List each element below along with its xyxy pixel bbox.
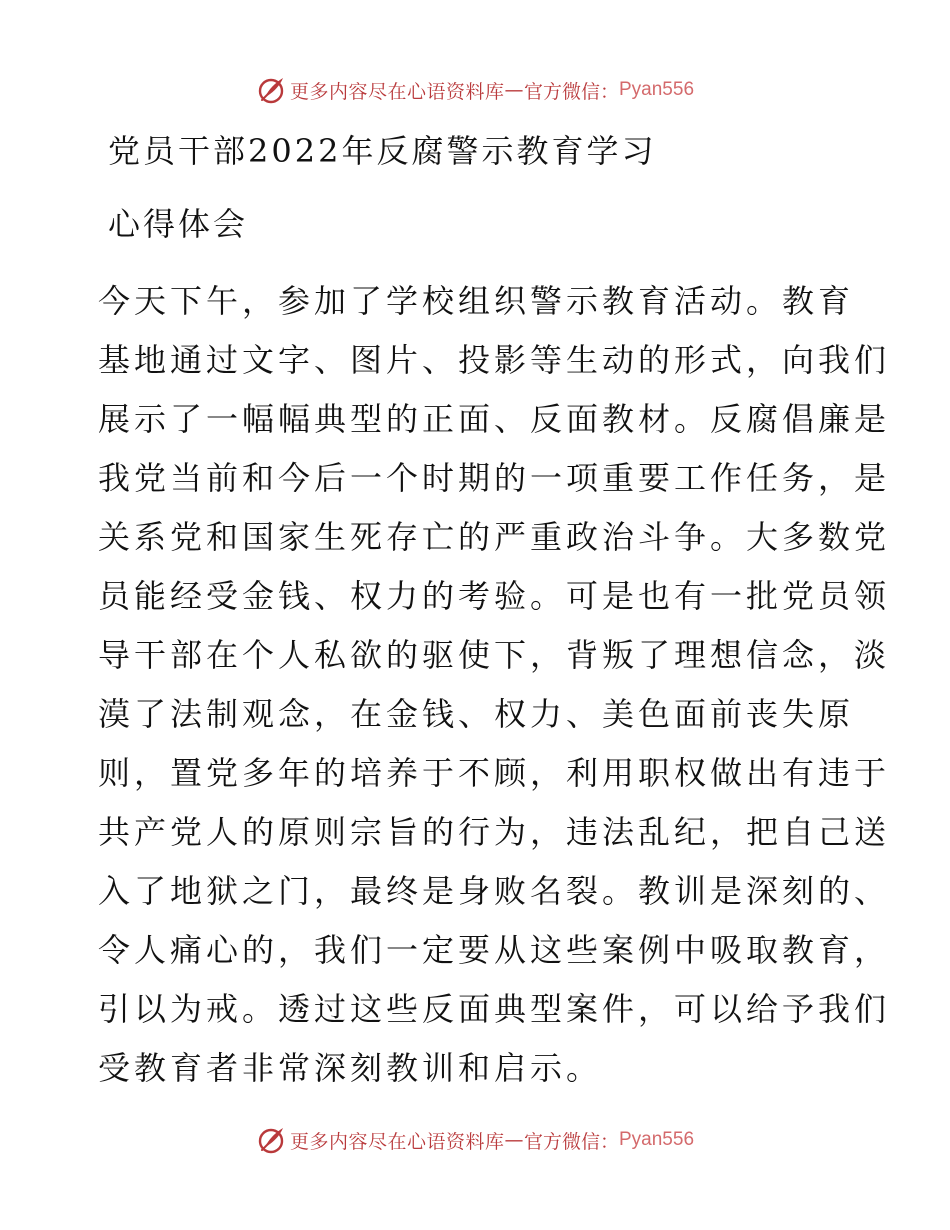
banner-wechat-id: Pyan556 — [619, 79, 695, 100]
paragraph-line: 入了地狱之门，最终是身败名裂。教训是深刻的、 — [98, 872, 891, 910]
paragraph-line: 我党当前和今后一个时期的一项重要工作任务，是 — [98, 459, 891, 497]
paragraph-line: 引以为戒。透过这些反面典型案件，可以给予我们 — [98, 990, 891, 1028]
document-title: 党员干部2022年反腐警示教育学习 — [108, 132, 657, 170]
paragraph-line: 关系党和国家生死存亡的严重政治斗争。大多数党 — [98, 518, 891, 556]
paragraph-line: 导干部在个人私欲的驱使下，背叛了理想信念，淡 — [98, 636, 891, 674]
feather-quill-logo-icon — [256, 75, 286, 105]
banner-wechat-label: 官方微信： — [523, 1130, 619, 1153]
paragraph-line: 展示了一幅幅典型的正面、反面教材。反腐倡廉是 — [98, 400, 891, 438]
paragraph-line: 基地通过文字、图片、投影等生动的形式，向我们 — [98, 341, 891, 379]
banner-wechat-label: 官方微信： — [523, 80, 619, 103]
paragraph-line: 共产党人的原则宗旨的行为，违法乱纪，把自己送 — [98, 813, 891, 851]
paragraph-line: 员能经受金钱、权力的考验。可是也有一批党员领 — [98, 577, 891, 615]
paragraph-line: 受教育者非常深刻教训和启示。 — [98, 1049, 603, 1087]
paragraph-line: 今天下午，参加了学校组织警示教育活动。教育 — [98, 282, 855, 320]
feather-quill-logo-icon — [256, 1125, 286, 1155]
document-subtitle: 心得体会 — [108, 205, 249, 243]
header-watermark-banner — [0, 72, 950, 108]
paragraph-line: 令人痛心的，我们一定要从这些案例中吸取教育， — [98, 931, 891, 969]
banner-separator: — — [504, 1129, 524, 1151]
banner-promo-text: 更多内容尽在心语资料库 — [289, 1130, 505, 1153]
footer-watermark-banner — [0, 1122, 950, 1158]
banner-wechat-id: Pyan556 — [619, 1129, 695, 1150]
banner-separator: — — [504, 79, 524, 101]
banner-promo-text: 更多内容尽在心语资料库 — [289, 80, 505, 103]
paragraph-line: 漠了法制观念，在金钱、权力、美色面前丧失原 — [98, 695, 855, 733]
body-paragraph — [98, 272, 891, 1098]
paragraph-line: 则，置党多年的培养于不顾，利用职权做出有违于 — [98, 754, 891, 792]
